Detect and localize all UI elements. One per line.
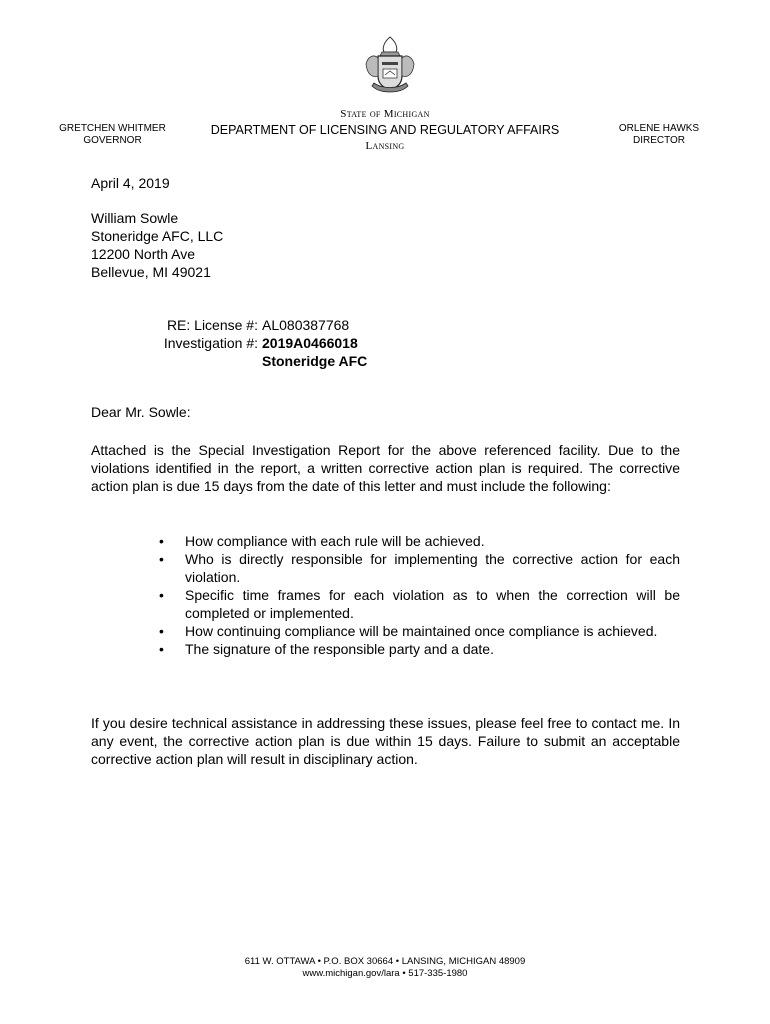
recipient-city: Bellevue, MI 49021	[91, 264, 211, 280]
recipient-name: William Sowle	[91, 210, 179, 226]
paragraph-intro: Attached is the Special Investigation Report for the above referenced facility. Due to the violations identified in the report, a written corrective action plan is required. The corrective action plan is due 15 days from the date of this letter and must include the following:	[91, 442, 680, 494]
list-item: • Specific time frames for each violation as to when the correction will be completed or implemented.	[159, 587, 680, 621]
bullet-icon: •	[159, 641, 164, 657]
salutation: Dear Mr. Sowle:	[91, 404, 191, 420]
bullet-icon: •	[159, 587, 164, 603]
bullet-icon: •	[159, 533, 164, 549]
list-item: • How compliance with each rule will be achieved.	[159, 533, 485, 549]
license-number: AL080387768	[262, 317, 350, 333]
investigation-number: 2019A0466018	[262, 335, 358, 351]
governor-title: GOVERNOR	[83, 135, 142, 146]
paragraph-closing: If you desire technical assistance in addressing these issues, please feel free to contact me. In any event, the corrective action plan is due within 15 days. Failure to submit an acceptable corrective action plan will result in disciplinary action.	[91, 715, 680, 767]
facility-spacer	[120, 352, 262, 370]
recipient-street: 12200 North Ave	[91, 246, 196, 262]
letterhead-city: Lansing	[365, 140, 405, 152]
director-name: ORLENE HAWKS	[618, 123, 700, 134]
bullet-icon: •	[159, 551, 164, 567]
letter-date: April 4, 2019	[91, 175, 170, 191]
list-item: • How continuing compliance will be maintained once compliance is achieved.	[159, 623, 658, 639]
bullet-icon: •	[159, 623, 164, 639]
list-item: • Who is directly responsible for implementing the corrective action for each violation.	[159, 551, 680, 585]
footer-address: 611 W. OTTAWA • P.O. BOX 30664 • LANSING, MICHIGAN 48909	[244, 956, 526, 967]
letterhead-department: DEPARTMENT OF LICENSING AND REGULATORY AFFAIRS	[210, 123, 560, 137]
letter-footer	[150, 956, 620, 980]
reference-block	[120, 316, 367, 370]
recipient-address	[91, 209, 223, 281]
governor-block	[50, 123, 175, 147]
facility-name: Stoneridge AFC	[262, 353, 368, 369]
license-label: RE: License #:	[166, 317, 258, 333]
director-title: DIRECTOR	[632, 135, 686, 146]
footer-contact: www.michigan.gov/lara • 517-335-1980	[302, 968, 468, 979]
list-item: • The signature of the responsible party and a date.	[159, 641, 494, 657]
letterhead-state: State of Michigan	[340, 108, 430, 120]
recipient-company: Stoneridge AFC, LLC	[91, 228, 224, 244]
requirements-list	[155, 532, 680, 658]
investigation-label: Investigation #:	[163, 335, 258, 351]
governor-name: GRETCHEN WHITMER	[59, 123, 166, 134]
state-seal-icon	[360, 34, 420, 96]
director-block	[600, 123, 718, 147]
